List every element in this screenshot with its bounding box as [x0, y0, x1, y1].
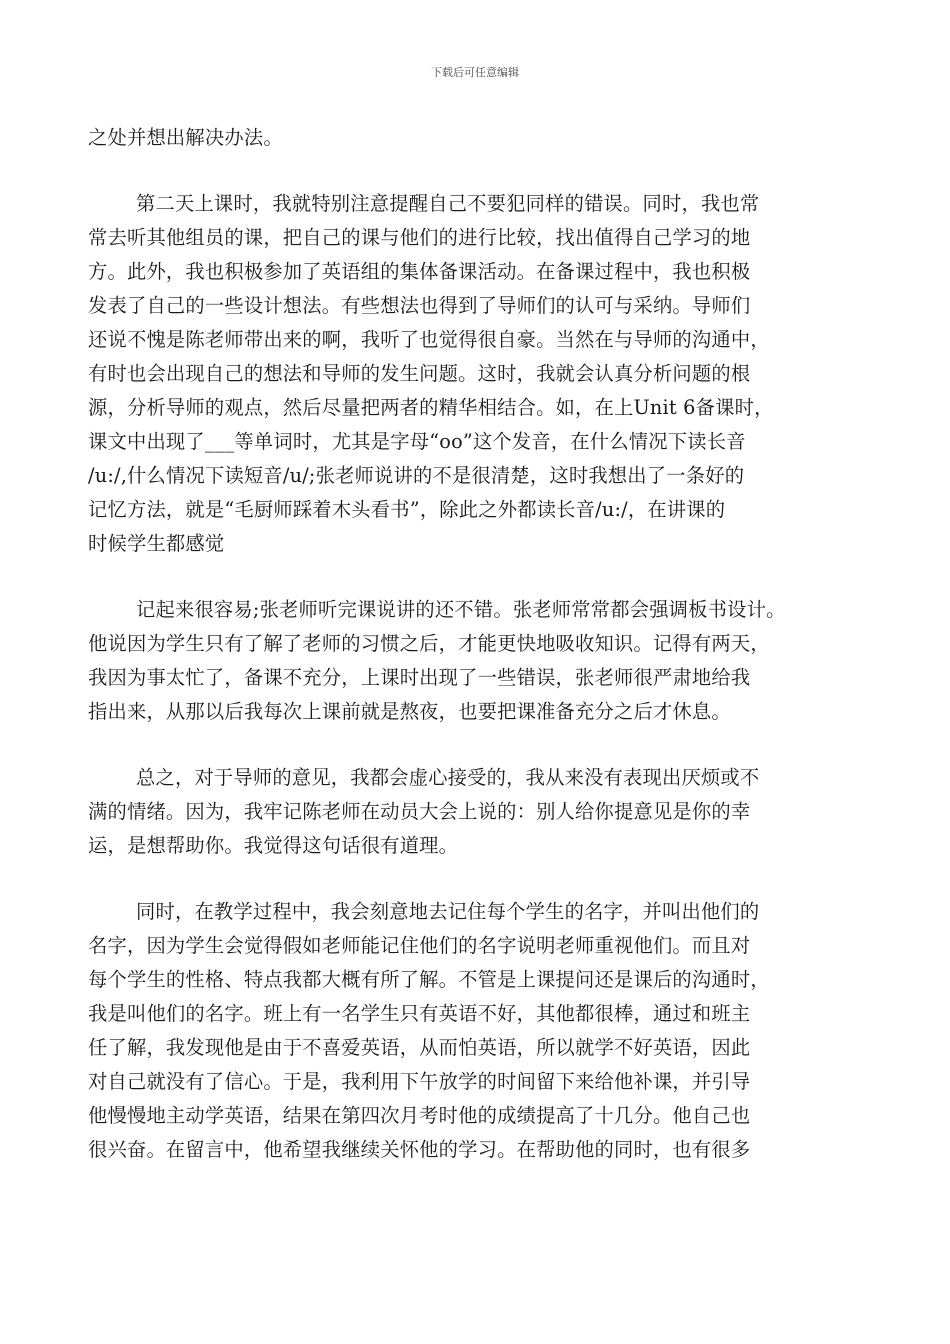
text-line: 同时，在教学过程中，我会刻意地去记住每个学生的名字，并叫出他们的: [136, 900, 760, 923]
text-line: 总之，对于导师的意见，我都会虚心接受的，我从来没有表现出厌烦或不: [136, 766, 760, 789]
text-line: 发表了自己的一些设计想法。有些想法也得到了导师们的认可与采纳。导师们: [88, 294, 751, 317]
page-header: 下载后可任意编辑: [431, 66, 519, 79]
text-line: 对自己就没有了信心。于是，我利用下午放学的时间留下来给他补课，并引导: [88, 1070, 751, 1093]
text-line: 每个学生的性格、特点我都大概有所了解。不管是上课提问还是课后的沟通时，: [88, 968, 770, 991]
text-line: 他说因为学生只有了解了老师的习惯之后，才能更快地吸收知识。记得有两天，: [88, 632, 770, 655]
text-line: 有时也会出现自己的想法和导师的发生问题。这时，我就会认真分析问题的根: [88, 362, 751, 385]
paragraph: [88, 761, 863, 863]
text-line: 我是叫他们的名字。班上有一名学生只有英语不好，其他都很棒，通过和班主: [88, 1002, 751, 1025]
text-line: 很兴奋。在留言中，他希望我继续关怀他的学习。在帮助他的同时，也有很多: [88, 1138, 751, 1161]
paragraph: [88, 593, 863, 729]
text-line: 满的情绪。因为，我牢记陈老师在动员大会上说的：别人给你提意见是你的幸: [88, 800, 751, 823]
text-line: 源，分析导师的观点，然后尽量把两者的精华相结合。如，在上Unit 6备课时，: [88, 396, 774, 419]
text-line: 之处并想出解决办法。: [88, 126, 283, 149]
text-line: 方。此外，我也积极参加了英语组的集体备课活动。在备课过程中，我也积极: [88, 260, 751, 283]
paragraph: [88, 895, 863, 1167]
paragraph: [88, 121, 863, 155]
text-line: 常去听其他组员的课，把自己的课与他们的进行比较，找出值得自己学习的地: [88, 226, 751, 249]
document-body: [88, 121, 863, 1167]
text-line: 我因为事太忙了，备课不充分，上课时出现了一些错误，张老师很严肃地给我: [88, 666, 751, 689]
text-line: 运，是想帮助你。我觉得这句话很有道理。: [88, 834, 459, 857]
text-line: 课文中出现了___等单词时，尤其是字母“oo”这个发音，在什么情况下读长音: [88, 430, 746, 453]
paragraph: [88, 187, 863, 561]
text-line: 指出来，从那以后我每次上课前就是熬夜，也要把课准备充分之后才休息。: [88, 700, 731, 723]
text-line: /u:/,什么情况下读短音/u/;张老师说讲的不是很清楚，这时我想出了一条好的: [88, 464, 745, 487]
text-line: 记起来很容易;张老师听完课说讲的还不错。张老师常常都会强调板书设计。: [136, 598, 786, 621]
text-line: 第二天上课时，我就特别注意提醒自己不要犯同样的错误。同时，我也常: [136, 192, 760, 215]
text-line: 名字，因为学生会觉得假如老师能记住他们的名字说明老师重视他们。而且对: [88, 934, 751, 957]
text-line: 时候学生都感觉: [88, 532, 225, 555]
text-line: 任了解，我发现他是由于不喜爱英语，从而怕英语，所以就学不好英语，因此: [88, 1036, 751, 1059]
text-line: 记忆方法，就是“毛厨师踩着木头看书”，除此之外都读长音/u:/，在讲课的: [88, 498, 726, 521]
text-line: 还说不愧是陈老师带出来的啊，我听了也觉得很自豪。当然在与导师的沟通中，: [88, 328, 770, 351]
text-line: 他慢慢地主动学英语，结果在第四次月考时他的成绩提高了十几分。他自己也: [88, 1104, 751, 1127]
